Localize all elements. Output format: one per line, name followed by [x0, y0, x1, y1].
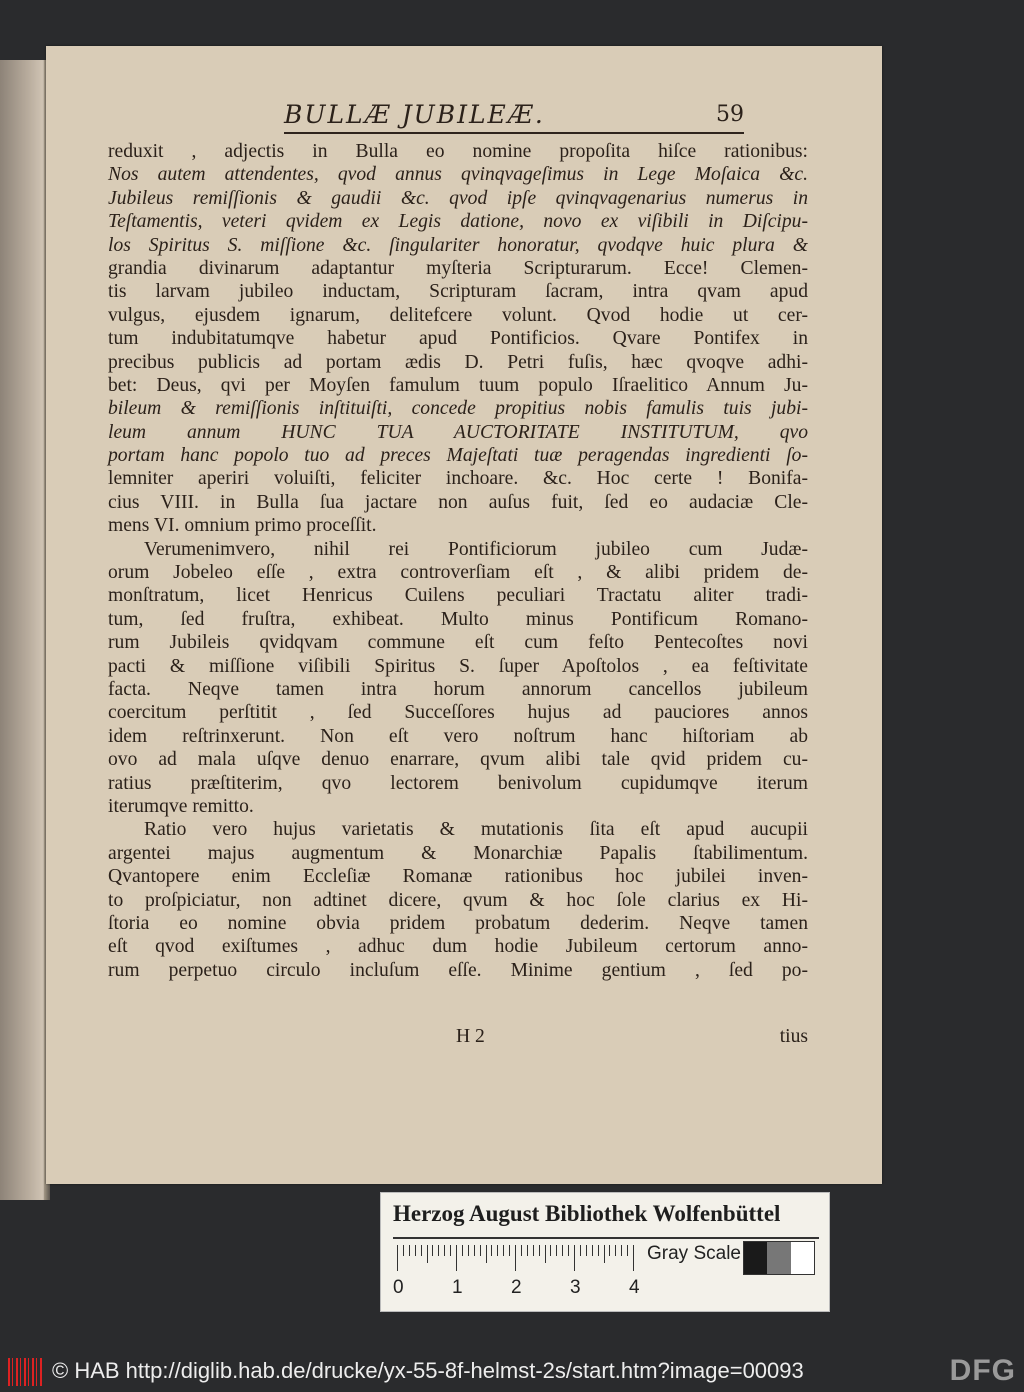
ruler-tick: [609, 1245, 610, 1256]
ruler-tick: [438, 1245, 439, 1256]
ruler-tick: [550, 1245, 551, 1256]
ruler-tick: [586, 1245, 587, 1256]
text-line: ovo ad mala uſqve denuo enarrare, qvum alibi tale qvid pridem cu-: [108, 749, 808, 771]
ruler-tick: [627, 1245, 628, 1256]
text-line: monſtratum, licet Henricus Cuilens peculiari Tractatu aliter tradi-: [108, 585, 808, 607]
text-line: leum annum HUNC TUA AUCTORITATE INSTITUTUM, qvo: [108, 421, 808, 443]
running-head-title: BULLÆ JUBILEÆ.: [284, 100, 545, 129]
ruler-tick: [580, 1245, 581, 1256]
ruler-tick: [562, 1245, 563, 1256]
barcode-icon: [8, 1358, 44, 1386]
color-scale-card: [380, 1192, 830, 1312]
text-line: Verumenimvero, nihil rei Pontificiorum jubileo cum Judæ-: [144, 538, 808, 560]
ruler-tick: [497, 1245, 498, 1256]
text-line: bet: Deus, qvi per Moyſen famulum tuum populo Iſraelitico Annum Ju-: [108, 374, 808, 396]
text-line: Nos autem attendentes, qvod annus qvinqvageſimus in Lege Moſaica &c.: [108, 164, 808, 186]
left-page-edge: [0, 60, 50, 1200]
text-line: tum indubitatumqve habetur apud Pontificios. Qvare Pontifex in: [108, 328, 808, 350]
text-line: coercitum perſtitit , ſed Succeſſores hujus ad pauciores annos: [108, 702, 808, 724]
ruler-tick: [432, 1245, 433, 1256]
text-line: argentei majus augmentum & Monarchiæ Papalis ſtabilimentum.: [108, 842, 808, 864]
ruler-tick: [503, 1245, 504, 1256]
text-line: portam hanc popolo tuo ad preces Majeſtati tuæ peragendas ingredienti ſo-: [108, 445, 808, 467]
ruler-number: 4: [629, 1277, 640, 1298]
ruler-tick: [409, 1245, 410, 1256]
ruler-tick: [633, 1245, 634, 1271]
text-line: idem reſtrinxerunt. Non eſt vero noſtrum hanc hiſtoriam ab: [108, 725, 808, 747]
text-line: facta. Neqve tamen intra horum annorum cancellos jubileum: [108, 678, 808, 700]
ruler-tick: [427, 1245, 428, 1263]
text-line: cius VIII. in Bulla ſua jactare non auſus fuit, ſed eo audaciæ Cle-: [108, 491, 808, 513]
dfg-logo: DFG: [949, 1354, 1016, 1387]
signature-mark: H 2: [456, 1026, 485, 1047]
text-line: los Spiritus S. miſſione &c. ſingulariter honoratur, qvodqve huic plura &: [108, 234, 808, 256]
ruler-tick: [456, 1245, 457, 1271]
ruler-tick: [556, 1245, 557, 1256]
ruler-number: 1: [452, 1277, 463, 1298]
text-line: grandia divinarum adaptantur myſteria Scripturarum. Ecce! Clemen-: [108, 257, 808, 279]
text-line: lemniter aperiri voluiſti, feliciter inchoare. &c. Hoc certe ! Bonifa-: [108, 468, 808, 490]
ruler-tick: [615, 1245, 616, 1256]
text-line: bileum & remiſſionis inſtituiſti, concede propitius nobis famulis tuis jubi-: [108, 398, 808, 420]
ruler-tick: [521, 1245, 522, 1256]
text-line: rum perpetuo circulo incluſum eſſe. Minime gentium , ſed po-: [108, 959, 808, 981]
text-line: Qvantopere enim Eccleſiæ Romanæ rationibus hoc jubilei inven-: [108, 866, 808, 888]
text-line: Ratio vero hujus varietatis & mutationis ſita eſt apud aucupii: [144, 819, 808, 841]
ruler-tick: [598, 1245, 599, 1256]
catchword: tius: [779, 1026, 808, 1047]
book-page: [46, 46, 882, 1184]
text-line: precibus publicis ad portam ædis D. Petri fuſis, hæc qvoqve adhi-: [108, 351, 808, 373]
ruler-tick: [568, 1245, 569, 1256]
gray-scale-swatches: [743, 1241, 815, 1275]
text-line: reduxit , adjectis in Bulla eo nomine propoſita hiſce rationibus:: [108, 141, 808, 162]
ruler-tick: [621, 1245, 622, 1256]
ruler-tick: [604, 1245, 605, 1263]
text-line: eſt qvod exiſtumes , adhuc dum hodie Jubileum certorum anno-: [108, 936, 808, 958]
text-line: tis larvam jubileo inductam, Scripturam ſacram, intra qvam apud: [108, 281, 808, 303]
copyright-link[interactable]: © HAB http://diglib.hab.de/drucke/yx-55-8f-helmst-2s/start.htm?image=00093: [52, 1358, 804, 1383]
gray-scale-label: Gray Scale: [647, 1243, 741, 1264]
text-line: Jubileus remiſſionis & gaudii &c. qvod ipſe qvinqvagenarius numerus in: [108, 187, 808, 209]
ruler-tick: [403, 1245, 404, 1256]
text-line: mens VI. omnium primo proceſſit.: [108, 515, 377, 537]
ruler-tick: [397, 1245, 398, 1271]
ruler-tick: [462, 1245, 463, 1256]
ruler-tick: [486, 1245, 487, 1263]
text-line: pacti & miſſione viſibili Spiritus S. ſuper Apoſtolos , ea feſtivitate: [108, 655, 808, 677]
ruler-tick: [480, 1245, 481, 1256]
running-head: [284, 100, 744, 134]
swatch-gray: [767, 1242, 790, 1274]
ruler-tick: [474, 1245, 475, 1256]
text-line: Teſtamentis, veteri qvidem ex Legis datione, novo ex viſibili in Diſcipu-: [108, 211, 808, 233]
body-text: [108, 140, 808, 982]
ruler-tick: [574, 1245, 575, 1271]
ruler-tick: [533, 1245, 534, 1256]
ruler-number: 3: [570, 1277, 581, 1298]
ruler: [397, 1245, 637, 1271]
ruler-number: 2: [511, 1277, 522, 1298]
ruler-tick: [545, 1245, 546, 1263]
page-footer: [108, 1026, 808, 1050]
ruler-tick: [491, 1245, 492, 1256]
text-line: vulgus, ejusdem ignarum, delitefcere volunt. Qvod hodie ut cer-: [108, 304, 808, 326]
ruler-tick: [421, 1245, 422, 1256]
ruler-tick: [539, 1245, 540, 1256]
ruler-tick: [515, 1245, 516, 1271]
ruler-tick: [450, 1245, 451, 1256]
divider: [393, 1237, 819, 1239]
text-line: ſtoria eo nomine obvia pridem probatum dederim. Neqve tamen: [108, 912, 808, 934]
ruler-number: 0: [393, 1277, 404, 1298]
ruler-tick: [415, 1245, 416, 1256]
ruler-tick: [444, 1245, 445, 1256]
swatch-black: [744, 1242, 767, 1274]
text-line: iterumqve remitto.: [108, 795, 254, 817]
text-line: ratius præſtiterim, qvo lectorem benivolum cupidumqve iterum: [108, 772, 808, 794]
library-name: Herzog August Bibliothek Wolfenbüttel: [393, 1201, 781, 1226]
text-line: tum, ſed fruſtra, exhibeat. Multo minus Pontificum Romano-: [108, 608, 808, 630]
ruler-tick: [592, 1245, 593, 1256]
text-line: rum Jubileis qvidqvam commune eſt cum feſto Pentecoſtes novi: [108, 632, 808, 654]
ruler-tick: [468, 1245, 469, 1256]
swatch-white: [791, 1242, 814, 1274]
text-line: orum Jobeleo eſſe , extra controverſiam eſt , & alibi pridem de-: [108, 562, 808, 584]
text-line: to proſpiciatur, non adtinet dicere, qvum & hoc ſole clarius ex Hi-: [108, 889, 808, 911]
status-bar: [0, 1352, 1024, 1392]
ruler-tick: [509, 1245, 510, 1256]
ruler-tick: [527, 1245, 528, 1256]
page-number: 59: [716, 102, 744, 127]
